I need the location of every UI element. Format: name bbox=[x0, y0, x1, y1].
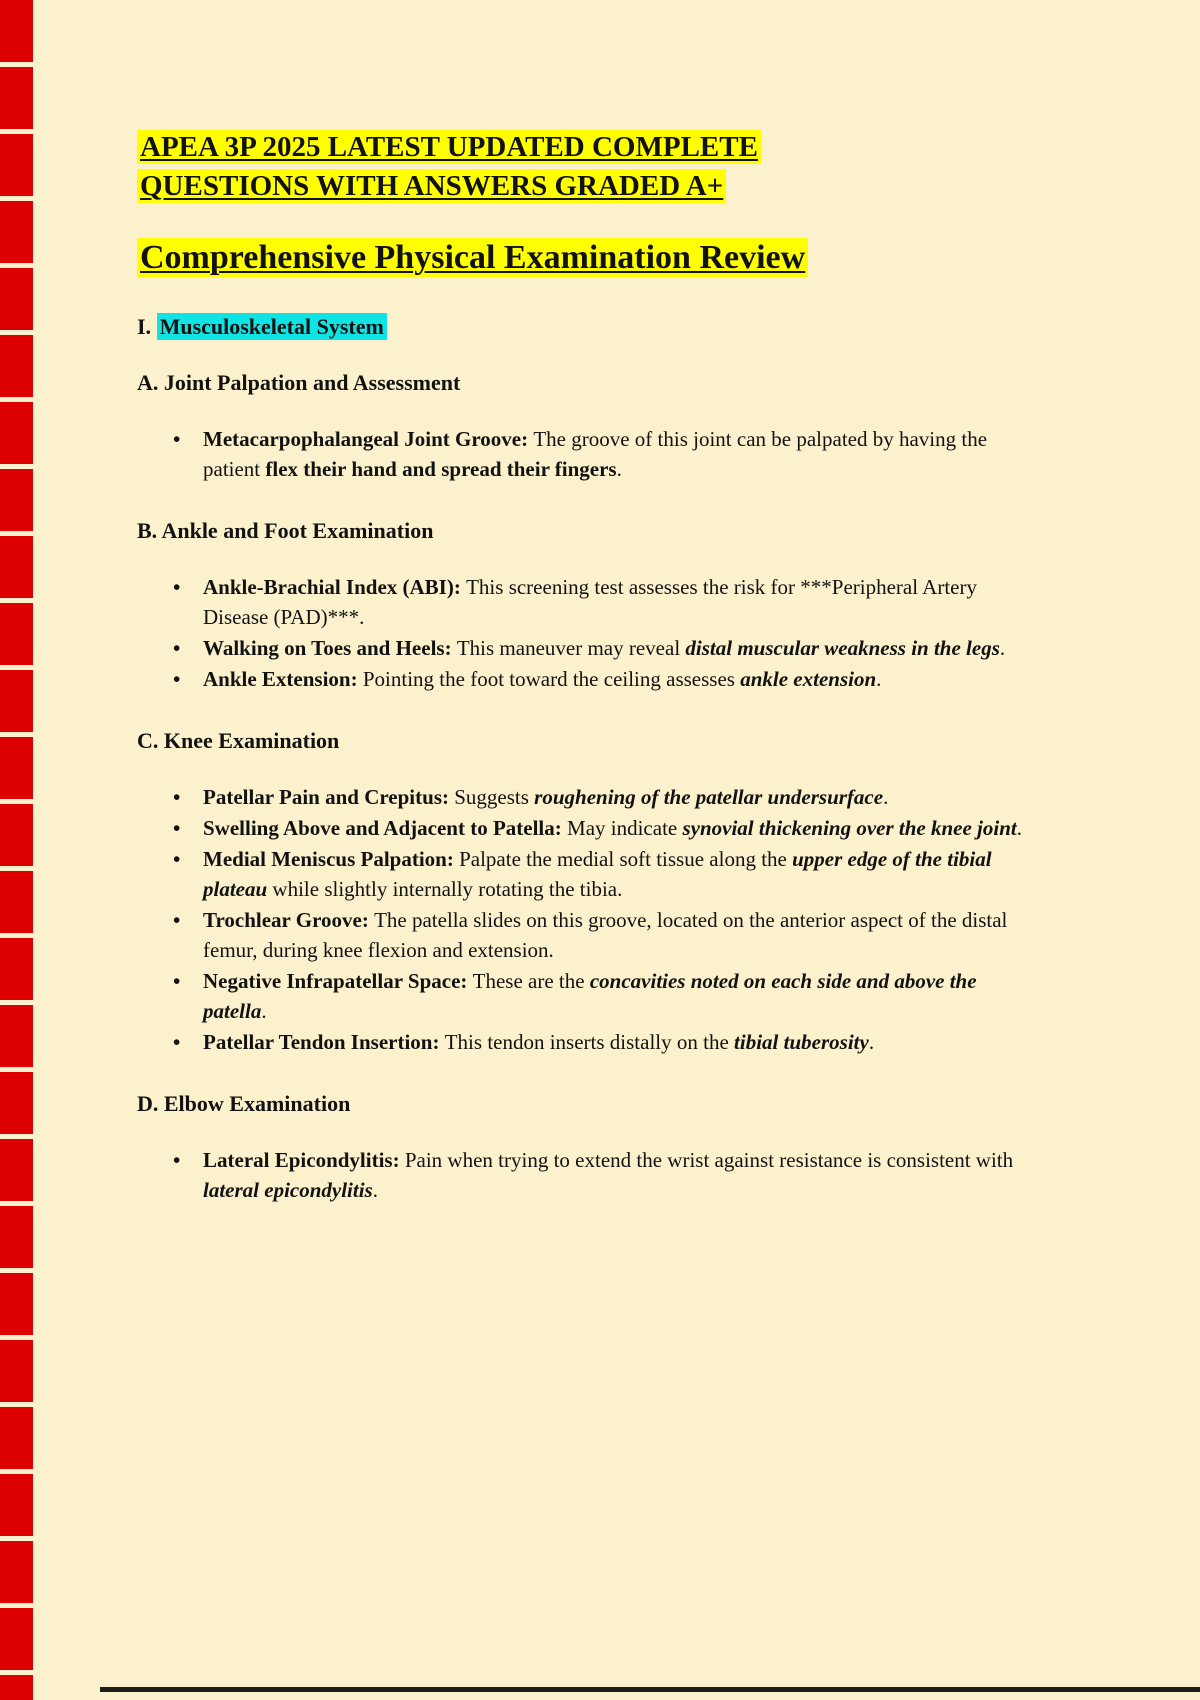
text-segment: flex their hand and spread their fingers bbox=[265, 456, 617, 481]
text-segment: Ankle Extension: bbox=[203, 666, 363, 691]
text-segment: while slightly internally rotating the tibia. bbox=[267, 876, 623, 901]
text-segment: Lateral Epicondylitis: bbox=[203, 1147, 405, 1172]
list-item bbox=[203, 844, 1022, 904]
roman-section-line bbox=[137, 314, 1022, 340]
document-content bbox=[137, 128, 1022, 1239]
text-segment: Pointing the foot toward the ceiling assesses bbox=[362, 666, 741, 691]
text-segment: . bbox=[372, 1177, 378, 1202]
text-segment: May indicate bbox=[567, 815, 683, 840]
text-segment: Ankle-Brachial Index (ABI): bbox=[203, 574, 467, 599]
text-segment: The patella slides on this groove, located on the anterior aspect of the distal femur, during knee flexion and extension. bbox=[203, 907, 1008, 962]
text-segment: These are the bbox=[472, 968, 590, 993]
roman-numeral: I. bbox=[137, 313, 152, 339]
text-segment: . bbox=[868, 1029, 875, 1054]
section-heading: C. Knee Examination bbox=[137, 727, 340, 753]
text-segment: . bbox=[999, 635, 1006, 660]
text-segment: Palpate the medial soft tissue along the bbox=[459, 846, 793, 871]
bullet-list bbox=[137, 572, 1022, 694]
text-segment: Walking on Toes and Heels: bbox=[203, 635, 457, 660]
list-item bbox=[203, 633, 1022, 663]
document-subtitle bbox=[137, 237, 1022, 280]
bullet-list bbox=[137, 782, 1022, 1057]
text-segment: . bbox=[616, 456, 622, 481]
text-segment: synovial thickening over the knee joint bbox=[682, 815, 1017, 840]
text-segment: Negative Infrapatellar Space: bbox=[203, 968, 473, 993]
text-segment: Pain when trying to extend the wrist against resistance is consistent with bbox=[404, 1147, 1014, 1172]
document-title bbox=[137, 128, 1022, 205]
text-segment: This screening test assesses the risk for ***Peripheral Artery Disease (PAD)***. bbox=[203, 574, 977, 629]
left-red-strip bbox=[0, 0, 33, 1700]
text-segment: Patellar Pain and Crepitus: bbox=[203, 784, 455, 809]
text-segment: ankle extension bbox=[740, 666, 877, 691]
list-item bbox=[203, 782, 1022, 812]
text-segment: roughening of the patellar undersurface bbox=[534, 784, 884, 809]
section-heading: A. Joint Palpation and Assessment bbox=[137, 369, 461, 395]
text-segment: Suggests bbox=[454, 784, 535, 809]
bottom-divider bbox=[100, 1687, 1200, 1692]
sections-container bbox=[137, 370, 1022, 1205]
section-heading: D. Elbow Examination bbox=[137, 1090, 351, 1116]
text-segment: lateral epicondylitis bbox=[203, 1177, 373, 1202]
text-segment: upper edge of the tibial plateau bbox=[203, 846, 992, 901]
text-segment: Trochlear Groove: bbox=[203, 907, 375, 932]
list-item bbox=[203, 572, 1022, 632]
text-segment: Swelling Above and Adjacent to Patella: bbox=[203, 815, 568, 840]
text-segment: Metacarpophalangeal Joint Groove: bbox=[203, 426, 534, 451]
title-line-2: QUESTIONS WITH ANSWERS GRADED A+ bbox=[137, 169, 726, 203]
text-segment: distal muscular weakness in the legs bbox=[685, 635, 1000, 660]
section-heading: B. Ankle and Foot Examination bbox=[137, 517, 434, 543]
text-segment: . bbox=[1016, 815, 1022, 840]
list-item bbox=[203, 1027, 1022, 1057]
bullet-list bbox=[137, 1145, 1022, 1205]
list-item bbox=[203, 664, 1022, 694]
text-segment: This maneuver may reveal bbox=[456, 635, 686, 660]
text-segment: This tendon inserts distally on the bbox=[444, 1029, 735, 1054]
text-segment: . bbox=[261, 998, 267, 1023]
text-segment: . bbox=[883, 784, 889, 809]
text-segment: tibial tuberosity bbox=[734, 1029, 869, 1054]
subtitle-text: Comprehensive Physical Examination Review bbox=[137, 238, 808, 277]
text-segment: . bbox=[876, 666, 882, 691]
list-item bbox=[203, 813, 1022, 843]
text-segment: concavities noted on each side and above the patella bbox=[203, 968, 977, 1023]
text-segment: Medial Meniscus Palpation: bbox=[203, 846, 460, 871]
list-item bbox=[203, 905, 1022, 965]
roman-section-title: Musculoskeletal System bbox=[157, 313, 387, 340]
title-line-1: APEA 3P 2025 LATEST UPDATED COMPLETE bbox=[137, 130, 761, 164]
list-item bbox=[203, 424, 1022, 484]
text-segment: Patellar Tendon Insertion: bbox=[203, 1029, 445, 1054]
bullet-list bbox=[137, 424, 1022, 484]
list-item bbox=[203, 966, 1022, 1026]
text-segment: The groove of this joint can be palpated by having the patient bbox=[203, 426, 988, 481]
list-item bbox=[203, 1145, 1022, 1205]
